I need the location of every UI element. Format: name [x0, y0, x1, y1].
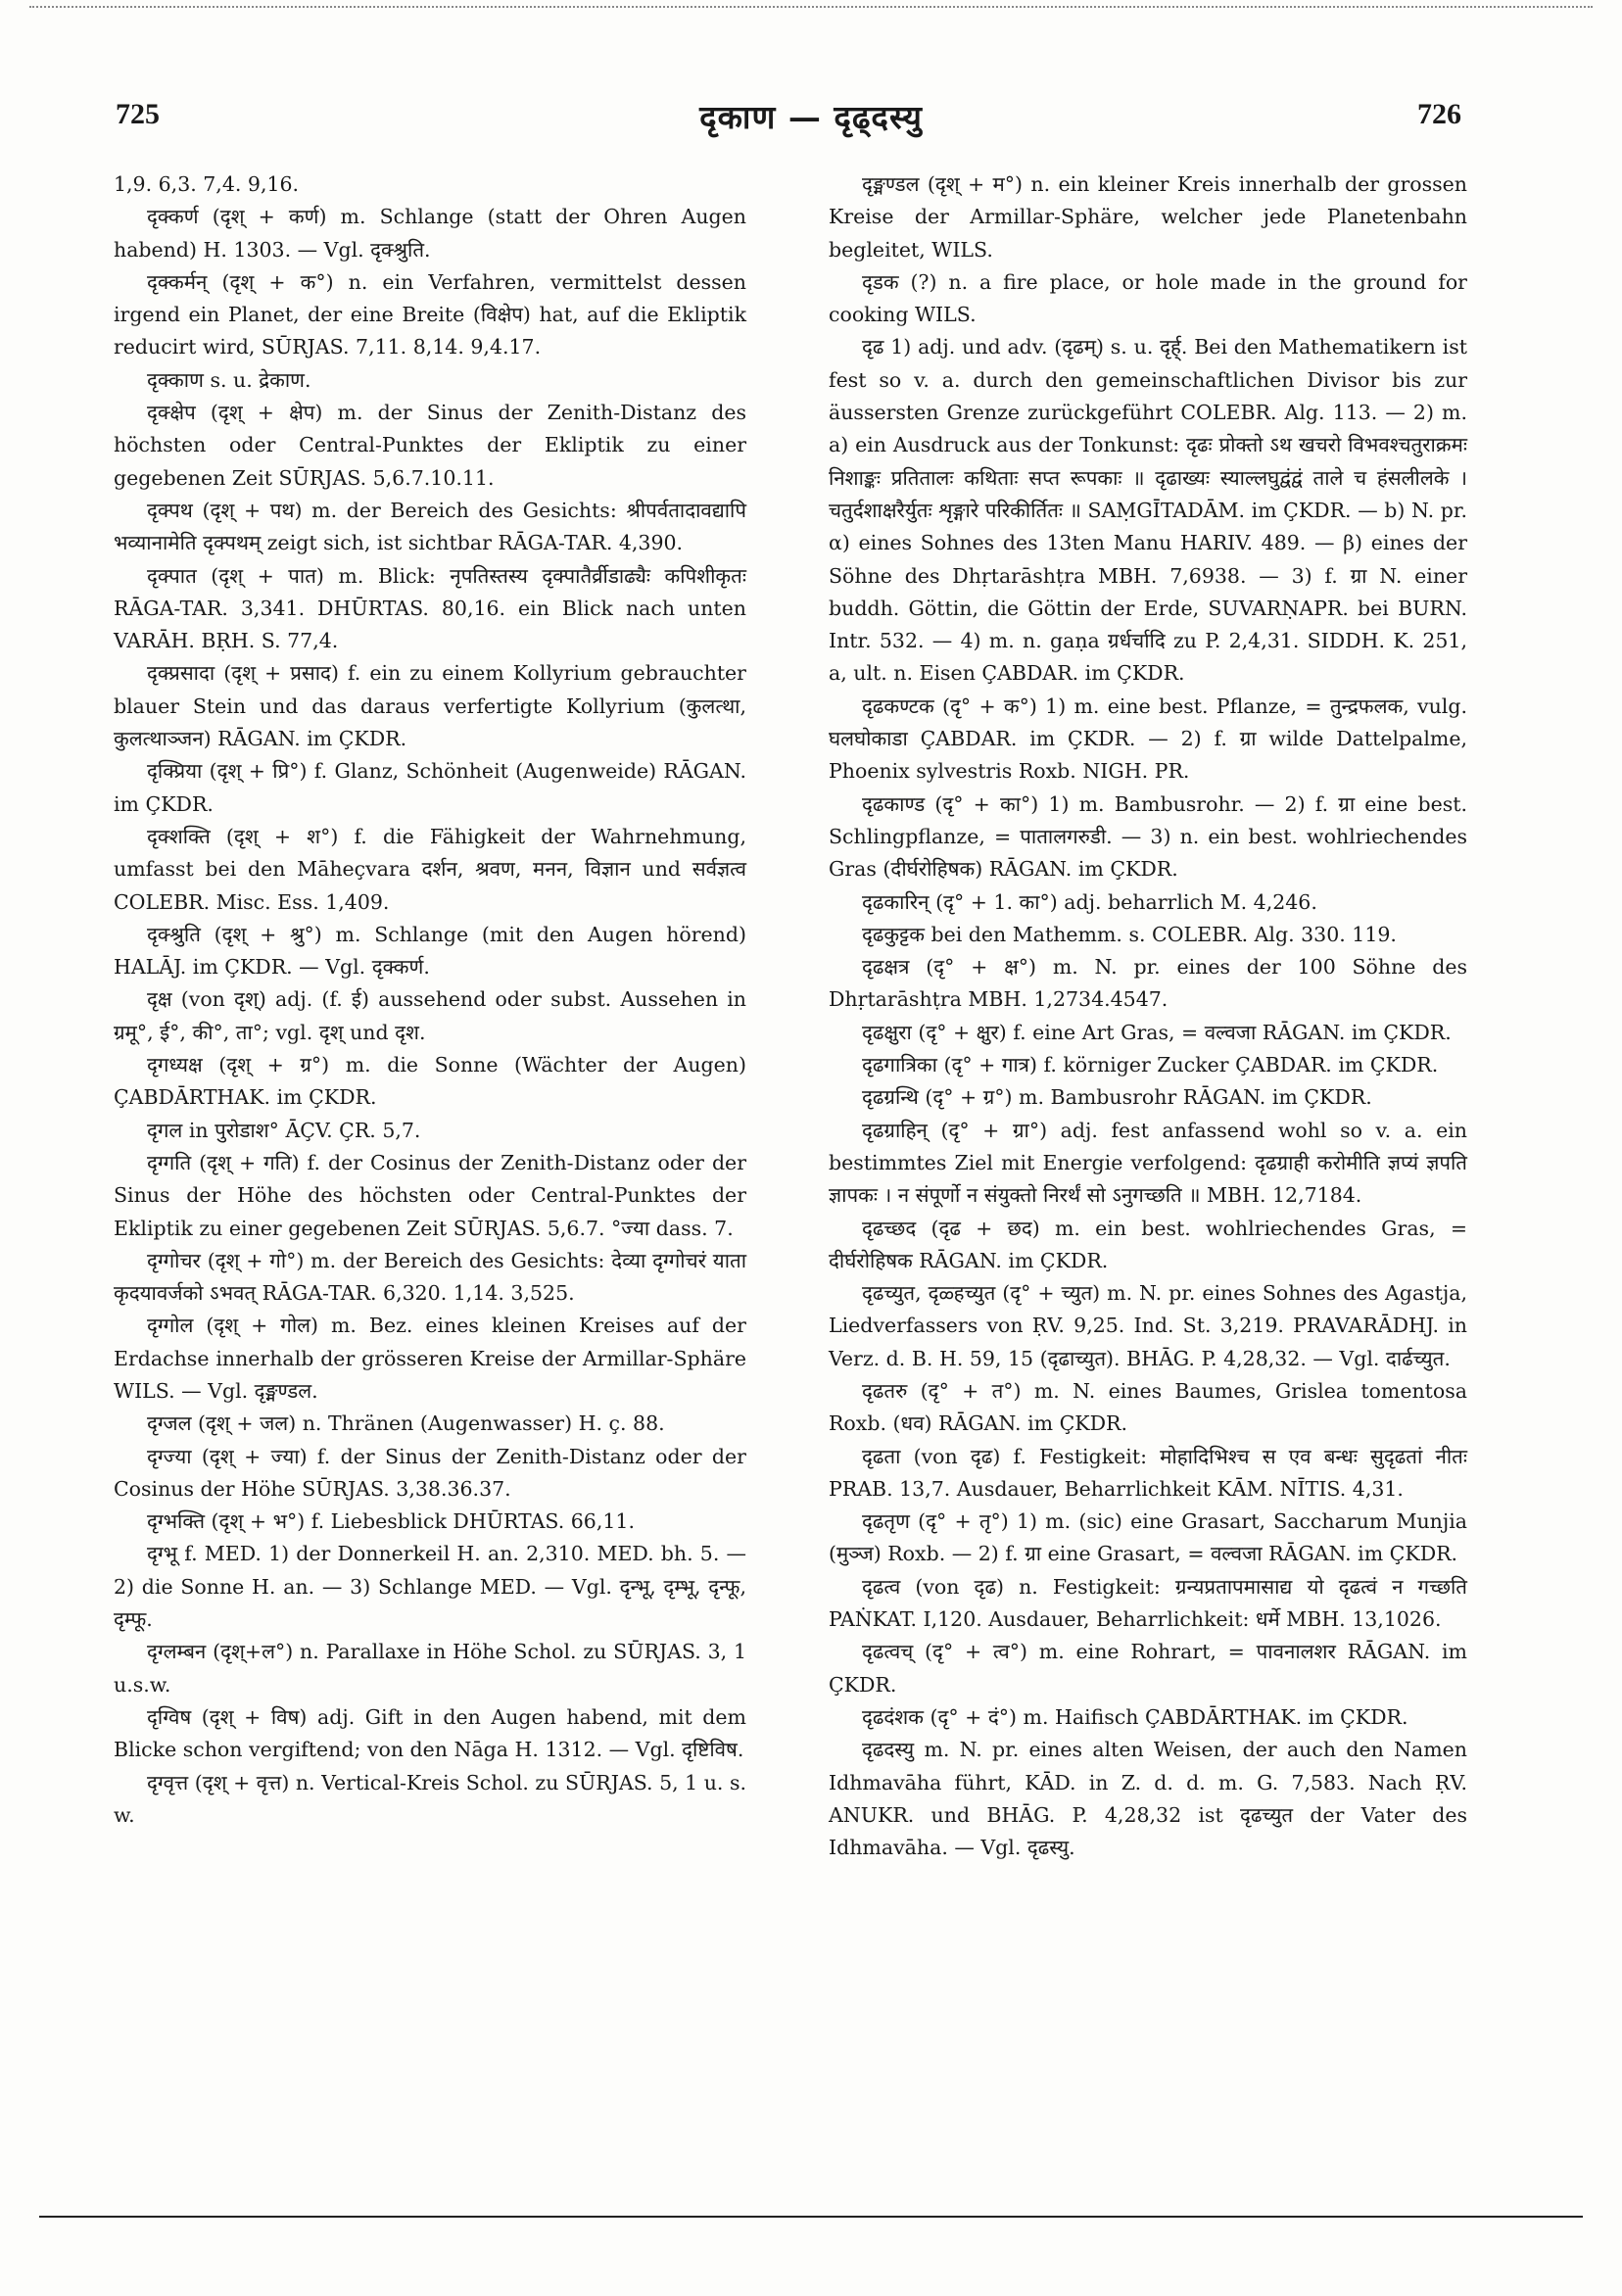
dictionary-entry: दृक्प्रसादा (दृश् + प्रसाद) f. ein zu einem Kollyrium gebrauchter blauer Stein und das daraus verfertigte Kollyrium (कुलत्था, कुलत्थाञ्जन) RĀGAN. im ÇKDR.: [114, 661, 746, 751]
dictionary-entry: दृढता (von दृढ) f. Festigkeit: मोहादिभिश्च स एव बन्धः सुदृढतां नीतः PRAB. 13,7. Ausdauer, Beharrlichkeit KĀM. NĪTIS. 4,31.: [829, 1444, 1467, 1501]
dictionary-entry: दृग्लम्बन (दृश्+ल°) n. Parallaxe in Höhe Schol. zu SŪRJAS. 3, 1 u.s.w.: [114, 1640, 746, 1697]
bottom-rule: [39, 2216, 1583, 2218]
dictionary-entry: दृढच्छद (दृढ + छद) m. ein best. wohlriechendes Gras, = दीर्घरोहिषक RĀGAN. im ÇKDR.: [829, 1216, 1467, 1272]
dictionary-entry: दृगल in पुरोडाश° ĀÇV. ÇR. 5,7.: [147, 1118, 421, 1142]
dictionary-entry: दृक्पथ (दृश् + पथ) m. der Bereich des Gesichts: श्रीपर्वतादावद्यापि भव्यानामेति दृक्पथम् zeigt sich, ist sichtbar RĀGA-TAR. 4,390.: [114, 498, 746, 555]
dictionary-entry: दृढत्व (von दृढ) n. Festigkeit: ग्रन्यप्रतापमासाद्य यो दृढत्वं न गच्छति PAṄKAT. I,120. Ausdauer, Beharrlichkeit: धर्मे MBH. 13,1026.: [829, 1574, 1467, 1632]
dictionary-entry: दृक्शक्ति (दृश् + श°) f. die Fähigkeit der Wahrnehmung, umfasst bei den Māheçvara दर्शन, श्रवण, मनन, विज्ञान und सर्वज्ञत्व COLEBR. Misc. Ess. 1,409.: [114, 824, 746, 914]
dictionary-entry: 1,9. 6,3. 7,4. 9,16.: [114, 172, 300, 196]
top-dotted-border: [29, 6, 1593, 8]
dictionary-entry: दृगध्यक्ष (दृश् + ग्र°) m. die Sonne (Wächter der Augen) ÇABDĀRTHAK. im ÇKDR.: [114, 1053, 746, 1110]
right-column: [829, 168, 1467, 1864]
dictionary-entry: दृढ 1) adj. und adv. (दृढम्) s. u. दृर्ह्. Bei den Mathematikern ist fest so v. a. durch den gemeinschaftlichen Divisor bis zur äussersten Grenze zurückgeführt COLEBR. Alg. 113. — 2) m. a) ein Ausdruck aus der Tonkunst: दृढः प्रोक्तो ऽथ खचरो विभवश्चतुराक्रमः निशाङ्कः प्रतितालः कथिताः सप्त रूपकाः ॥ दृढाख्यः स्याल्लघुद्वंद्वं ताले च हंसलीलके । चतुर्दशाक्षरैर्युतः शृङ्गारे परिकीर्तितः ॥ SAṂGĪTADĀM. im ÇKDR. — b) N. pr. α) eines Sohnes des 13ten Manu HARIV. 489. — β) eines der Söhne des Dhṛtarāshṭra MBH. 7,6938. — 3) f. ग्रा N. einer buddh. Göttin, die Göttin der Erde, SUVARṆAPR. bei BURN. Intr. 532. — 4) m. n. gaṇa ग्रर्धर्चादि zu P. 2,4,31. SIDDH. K. 251, a, ult. n. Eisen ÇABDAR. im ÇKDR.: [829, 335, 1467, 686]
dictionary-entry: दृग्गति (दृश् + गति) f. der Cosinus der Zenith-Distanz oder der Sinus der Höhe des höchsten oder Central-Punktes der Ekliptik zu einer gegebenen Zeit SŪRJAS. 5,6.7. °ज्या dass. 7.: [114, 1150, 746, 1240]
dictionary-entry: दृक्श्रुति (दृश् + श्रु°) m. Schlange (mit den Augen hörend) HALĀJ. im ÇKDR. — Vgl. दृक्कर्ण.: [114, 922, 746, 980]
dictionary-entry: दृग्गोचर (दृश् + गो°) m. der Bereich des Gesichts: देव्या दृग्गोचरं याता कृदयावर्जको ऽभवत् RĀGA-TAR. 6,320. 1,14. 3,525.: [114, 1248, 746, 1306]
dictionary-entry: दृढकाण्ड (दृ° + का°) 1) m. Bambusrohr. — 2) f. ग्रा eine best. Schlingpflanze, = पातालगरुडी. — 3) n. ein best. wohlriechendes Gras (दीर्घरोहिषक) RĀGAN. im ÇKDR.: [829, 791, 1467, 882]
dictionary-entry: दृढकारिन् (दृ° + 1. का°) adj. beharrlich M. 4,246.: [862, 889, 1317, 914]
dictionary-entry: दृढदंशक (दृ° + दं°) m. Haifisch ÇABDĀRTHAK. im ÇKDR.: [862, 1704, 1408, 1729]
dictionary-entry: दृक्कर्ण (दृश् + कर्ण) m. Schlange (statt der Ohren Augen habend) H. 1303. — Vgl. दृक्श्रुति.: [114, 205, 746, 262]
dictionary-entry: दृढक्षुरा (दृ° + क्षुर) f. eine Art Gras, = वल्वजा RĀGAN. im ÇKDR.: [862, 1020, 1452, 1044]
left-page-number: 725: [116, 98, 160, 130]
dictionary-entry: दृढग्राहिन् (दृ° + ग्रा°) adj. fest anfassend wohl so v. a. ein bestimmtes Ziel mit Energie verfolgend: दृढग्राही करोमीति ज्ञप्यं ज्ञपति ज्ञापकः । न संपूर्णो न संयुक्तो निरर्थं सो ऽनुगच्छति ॥ MBH. 12,7184.: [829, 1118, 1467, 1208]
dictionary-entry: दृग्गोल (दृश् + गोल) m. Bez. eines kleinen Kreises auf der Erdachse innerhalb der grösseren Kreise der Armillar-Sphäre WILS. — Vgl. दृङ्मण्डल.: [114, 1314, 746, 1403]
dictionary-entry: दृक्कर्मन् (दृश् + क°) n. ein Verfahren, vermittelst dessen irgend ein Planet, der eine Breite (विक्षेप) hat, auf die Ekliptik reducirt wird, SŪRJAS. 7,11. 8,14. 9,4.17.: [114, 269, 746, 359]
dictionary-entry: दृग्जल (दृश् + जल) n. Thränen (Augenwasser) H. ç. 88.: [147, 1411, 665, 1436]
right-page-number: 726: [1417, 98, 1461, 130]
dictionary-entry: दृक्क्षेप (दृश् + क्षेप) m. der Sinus der Zenith-Distanz des höchsten oder Central-Punktes der Ekliptik zu einer gegebenen Zeit SŪRJAS. 5,6.7.10.11.: [114, 401, 746, 490]
dictionary-entry: दृग्भक्ति (दृश् + भ°) f. Liebesblick DHŪRTAS. 66,11.: [147, 1509, 635, 1534]
dictionary-entry: दृढदस्यु m. N. pr. eines alten Weisen, der auch den Namen Idhmavāha führt, KĀD. in Z. d. d. m. G. 7,583. Nach ṚV. ANUKR. und BHĀG. P. 4,28,32 ist दृढच्युत der Vater des Idhmavāha. — Vgl. दृढस्यु.: [829, 1738, 1467, 1860]
dictionary-entry: दृक्पात (दृश् + पात) m. Blick: नृपतिस्तस्य दृक्पातैर्व्रीडाढ्यैः कपिशीकृतः RĀGA-TAR. 3,341. DHŪRTAS. 80,16. ein Blick nach unten VARĀH. BṚH. S. 77,4.: [114, 563, 746, 653]
dictionary-entry: दृढग्रन्थि (दृ° + ग्र°) m. Bambusrohr RĀGAN. im ÇKDR.: [862, 1085, 1372, 1110]
dictionary-entry: दृढगात्रिका (दृ° + गात्र) f. körniger Zucker ÇABDAR. im ÇKDR.: [862, 1053, 1439, 1077]
dictionary-entry: दृडक (?) n. a fire place, or hole made in the ground for cooking WILS.: [829, 269, 1467, 327]
dictionary-entry: दृढतरु (दृ° + त°) m. N. eines Baumes, Grislea tomentosa Roxb. (धव) RĀGAN. im ÇKDR.: [829, 1378, 1467, 1436]
dictionary-entry: दृढक्षत्र (दृ° + क्ष°) m. N. pr. eines der 100 Söhne des Dhṛtarāshṭra MBH. 1,2734.4547.: [829, 955, 1467, 1012]
dictionary-entry: दृढत्वच् (दृ° + त्व°) m. eine Rohrart, = पावनालशर RĀGAN. im ÇKDR.: [829, 1640, 1467, 1697]
dictionary-entry: दृग्वृत्त (दृश् + वृत्त) n. Vertical-Kreis Schol. zu SŪRJAS. 5, 1 u. s. w.: [114, 1770, 746, 1827]
running-head: दृकाण — दृढ्दस्यु: [699, 98, 923, 136]
dictionary-entry: दृढकण्टक (दृ° + क°) 1) m. eine best. Pflanze, = तुन्द्रफलक, vulg. घलघोकाडा ÇABDAR. im ÇKDR. — 2) f. ग्रा wilde Dattelpalme, Phoenix sylvestris Roxb. NIGH. PR.: [829, 694, 1467, 784]
dictionary-entry: दृक्काण s. u. द्रेकाण.: [147, 367, 311, 392]
dictionary-entry: दृढच्युत, दृळ्हच्युत (दृ° + च्युत) m. N. pr. eines Sohnes des Agastja, Liedverfassers von ṚV. 9,25. Ind. St. 3,219. PRAVARĀDHJ. in Verz. d. B. H. 59, 15 (दृढाच्युत). BHĀG. P. 4,28,32. — Vgl. दार्ढच्युत.: [829, 1281, 1467, 1370]
dictionary-entry: दृक्प्रिया (दृश् + प्रि°) f. Glanz, Schönheit (Augenweide) RĀGAN. im ÇKDR.: [114, 759, 746, 816]
dictionary-entry: दृग्ज्या (दृश् + ज्या) f. der Sinus der Zenith-Distanz oder der Cosinus der Höhe SŪRJAS. 3,38.36.37.: [114, 1444, 746, 1501]
dictionary-entry: दृग्भू f. MED. 1) der Donnerkeil H. an. 2,310. MED. bh. 5. — 2) die Sonne H. an. — 3) Schlange MED. — Vgl. दृन्भू, दृम्भू, दृन्फू, दृम्फू.: [114, 1542, 746, 1632]
page-header: [0, 98, 1622, 145]
dictionary-entry: दृढकुट्टक bei den Mathemm. s. COLEBR. Alg. 330. 119.: [862, 922, 1397, 946]
dictionary-entry: दृग्विष (दृश् + विष) adj. Gift in den Augen habend, mit dem Blicke schon vergiftend; von den Nāga H. 1312. — Vgl. दृष्टिविष.: [114, 1704, 746, 1762]
left-column: [114, 168, 746, 1832]
dictionary-entry: दृक्ष (von दृश्) adj. (f. ई) aussehend oder subst. Aussehen in ग्रमू°, ई°, की°, ता°; vgl. दृश् und दृश.: [114, 987, 746, 1044]
dictionary-entry: दृङ्मण्डल (दृश् + म°) n. ein kleiner Kreis innerhalb der grossen Kreise der Armillar-Sphäre, welcher jede Planetenbahn begleitet, WILS.: [829, 172, 1467, 262]
dictionary-entry: दृढतृण (दृ° + तृ°) 1) m. (sic) eine Grasart, Saccharum Munjia (मुञ्ज) Roxb. — 2) f. ग्रा eine Grasart, = वल्वजा RĀGAN. im ÇKDR.: [829, 1509, 1467, 1566]
